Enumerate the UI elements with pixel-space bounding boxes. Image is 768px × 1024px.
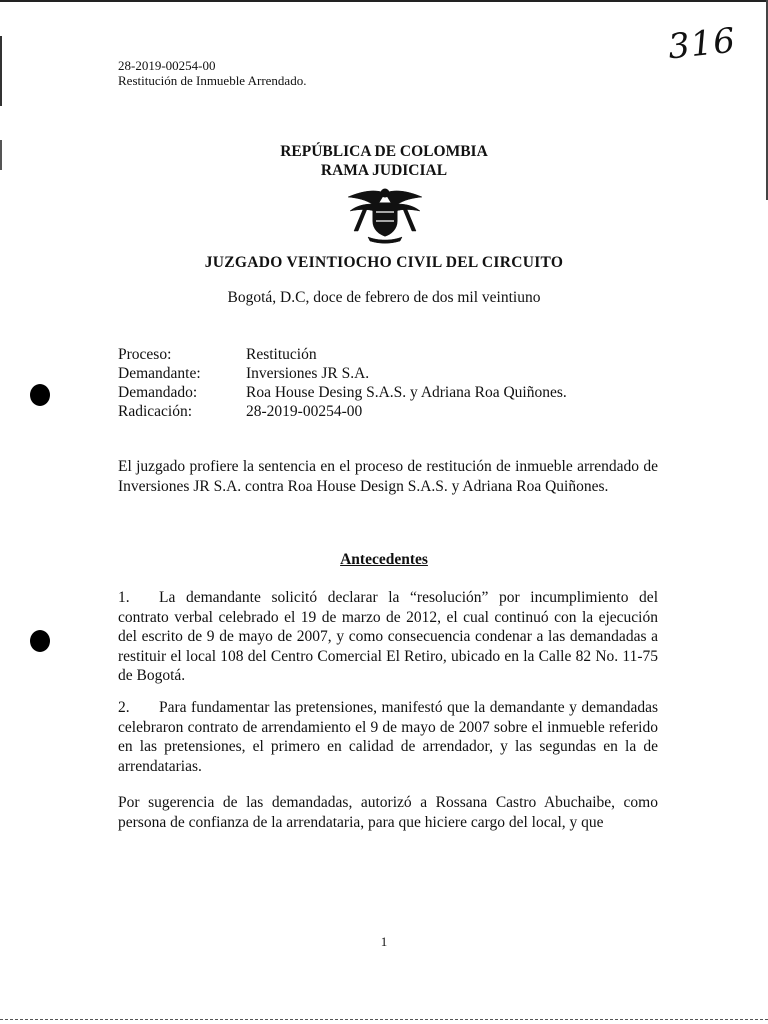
case-subject: Restitución de Inmueble Arrendado. [118,73,307,88]
intro-paragraph: El juzgado profiere la sentencia en el proceso de restitución de inmueble arrendado de Inversiones JR S.A. contra Roa House Design S.A.S. y Adriana Roa Quiñones. [118,458,658,495]
colombia-coat-of-arms-icon [340,187,430,245]
scan-edge-left [0,36,2,106]
metadata-row [118,383,567,402]
paragraph-2 [118,698,658,776]
metadata-value: Restitución [246,346,317,363]
scan-edge-bottom [0,1019,768,1021]
metadata-value: Roa House Desing S.A.S. y Adriana Roa Quiñones. [246,384,567,401]
page-number: 1 [380,934,388,949]
metadata-label: Proceso: [118,346,172,363]
dateline: Bogotá, D.C, doce de febrero de dos mil veintiuno [227,289,541,306]
metadata-label: Demandado: [118,384,198,401]
paragraph-3 [118,793,658,832]
case-number: 28-2019-00254-00 [118,58,216,73]
metadata-value: Inversiones JR S.A. [246,365,370,382]
paragraph-1 [118,588,658,686]
scan-edge-top [0,0,768,2]
paragraph-number: 1. [118,589,130,606]
metadata-row [118,364,567,383]
country-header: REPÚBLICA DE COLOMBIA [280,143,488,160]
metadata-label: Radicación: [118,403,193,420]
paragraph-text: Para fundamentar las pretensiones, manifestó que la demandante y demandadas celebraron contrato de arrendamiento el 9 de mayo de 2007 sobre el inmueble referido en las pretensiones, el primero en calidad de arrendador, y las segundas en la de arrendatarias. [118,699,658,775]
paragraph-text: La demandante solicitó declarar la “resolución” por incumplimiento del contrato verbal celebrado el 19 de marzo de 2012, el cual continuó con la ejecución del escrito de 9 de mayo de 2007, y como consecuencia condenar a las demandadas a restituir el local 108 del Centro Comercial El Retiro, ubicado en la Calle 82 No. 11-75 de Bogotá. [118,589,658,684]
metadata-row [118,402,567,421]
handwritten-folio-number: 316 [666,20,738,68]
punch-hole-bottom [30,630,50,652]
court-name: JUZGADO VEINTIOCHO CIVIL DEL CIRCUITO [204,254,564,271]
case-reference [118,58,306,88]
paragraph-number: 2. [118,699,130,716]
metadata-value: 28-2019-00254-00 [246,403,363,420]
punch-hole-top [30,384,50,406]
section-title-antecedentes: Antecedentes [340,551,428,568]
metadata-row [118,345,567,364]
paragraph-text: Por sugerencia de las demandadas, autorizó a Rossana Castro Abuchaibe, como persona de confianza de la arrendataria, para que hiciere cargo del local, y que [118,794,658,831]
branch-header: RAMA JUDICIAL [320,162,448,179]
metadata-label: Demandante: [118,365,201,382]
case-metadata [118,345,567,421]
